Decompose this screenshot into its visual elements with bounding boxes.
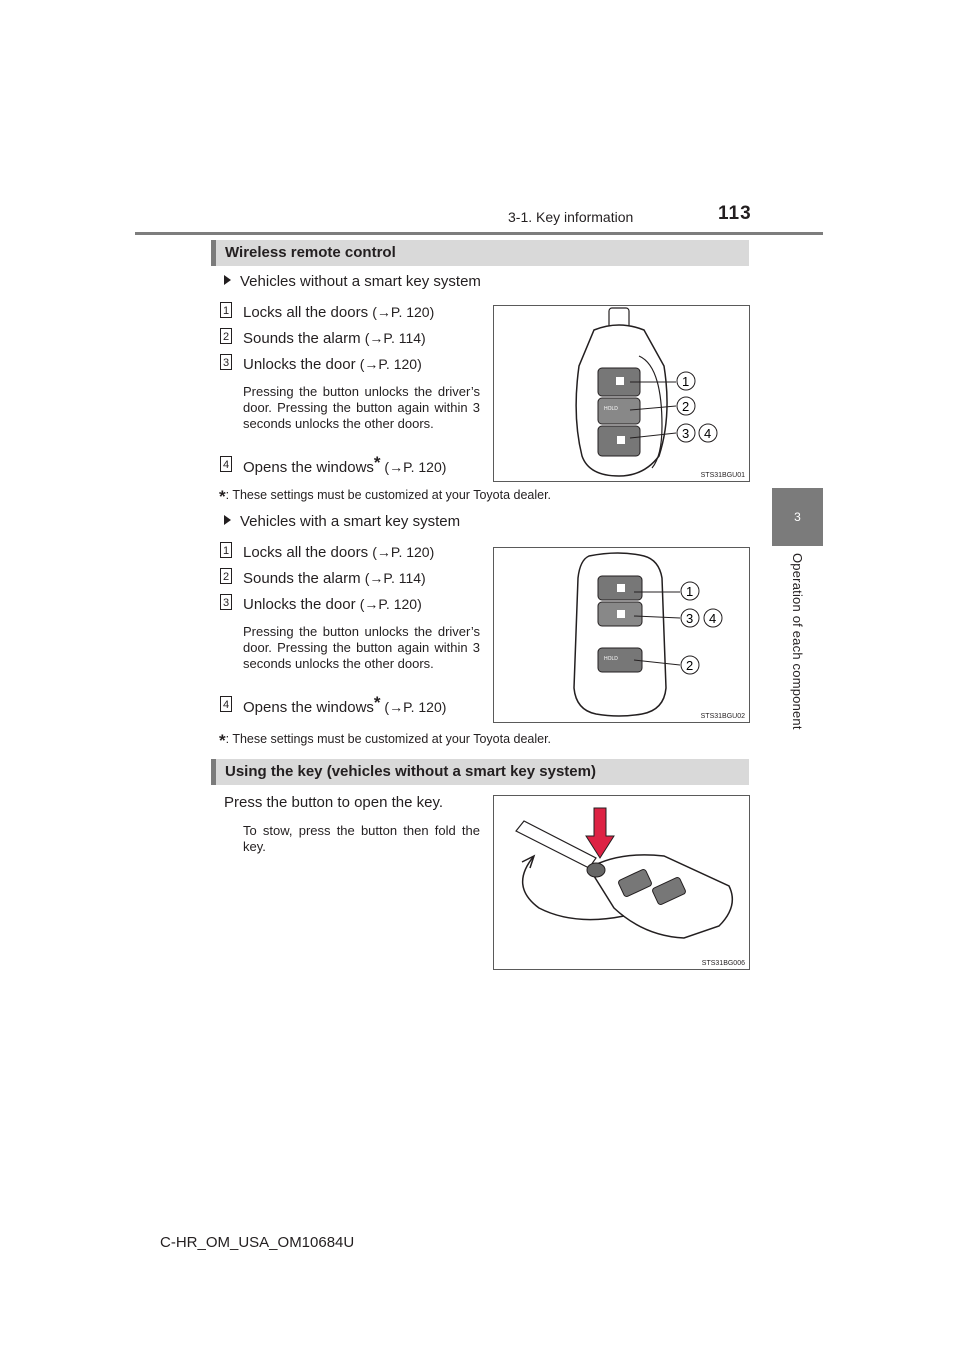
callout-3: 3	[686, 611, 694, 626]
footnote: *: These settings must be customized at your Toyota dealer.	[219, 487, 552, 506]
figure-open-key	[493, 795, 750, 970]
item-number-icon: 3	[220, 594, 232, 610]
callout-1: 1	[682, 374, 690, 389]
list-item: Opens the windows* (→P. 120)	[243, 453, 447, 476]
item-number-icon: 2	[220, 568, 232, 584]
running-header-section: 3-1. Key information	[508, 209, 634, 225]
callout-2: 2	[686, 658, 694, 673]
figure-code: STS31BGU02	[700, 713, 745, 720]
callout-4: 4	[704, 426, 712, 441]
item-number-icon: 2	[220, 328, 232, 344]
svg-text:HOLD: HOLD	[604, 406, 618, 412]
key-opening-illustration	[494, 796, 750, 970]
page-reference-link[interactable]: (→P. 120)	[380, 699, 447, 715]
list-item: Locks all the doors (→P. 120)	[243, 304, 435, 321]
page-reference-link[interactable]: (→P. 120)	[372, 304, 435, 320]
callout-1: 1	[686, 584, 694, 599]
item-number-icon: 1	[220, 302, 232, 318]
callout-3: 3	[682, 426, 690, 441]
triangle-bullet-icon	[224, 515, 231, 525]
page-reference-link[interactable]: (→P. 120)	[372, 544, 435, 560]
item-note: Pressing the button unlocks the driver’s door. Pressing the button again within 3 seconds unlocks the other doors.	[243, 384, 480, 431]
section-header-using-key	[211, 759, 749, 785]
svg-text:HOLD: HOLD	[604, 656, 618, 662]
asterisk-mark: *	[373, 453, 381, 472]
triangle-bullet-icon	[224, 275, 231, 285]
header-rule	[135, 232, 823, 235]
list-item: Unlocks the door (→P. 120)	[243, 596, 422, 613]
chapter-tab-number: 3	[772, 488, 823, 546]
list-item: Sounds the alarm (→P. 114)	[243, 570, 426, 587]
flip-key-fob-illustration	[494, 306, 750, 482]
subheading-without-smart-key: Vehicles without a smart key system	[224, 273, 481, 290]
item-note: Pressing the button unlocks the driver’s door. Pressing the button again within 3 seconds unlocks the other doors.	[243, 624, 480, 671]
figure-key-fob-flip	[493, 305, 750, 482]
section-title: Using the key (vehicles without a smart key system)	[225, 763, 596, 780]
document-code: C-HR_OM_USA_OM10684U	[160, 1234, 355, 1251]
page-reference-link[interactable]: (→P. 120)	[359, 596, 422, 612]
callout-4: 4	[709, 611, 717, 626]
item-number-icon: 1	[220, 542, 232, 558]
item-note: To stow, press the button then fold the key.	[243, 823, 480, 854]
list-item: Unlocks the door (→P. 120)	[243, 356, 422, 373]
subheading-with-smart-key: Vehicles with a smart key system	[224, 513, 460, 530]
page-reference-link[interactable]: (→P. 120)	[380, 459, 447, 475]
chapter-tab-title: Operation of each component	[790, 553, 805, 730]
item-number-icon: 4	[220, 456, 232, 472]
list-item: Opens the windows* (→P. 120)	[243, 693, 447, 716]
footnote: *: These settings must be customized at your Toyota dealer.	[219, 731, 552, 750]
callout-2: 2	[682, 399, 690, 414]
instruction-text: Press the button to open the key.	[224, 794, 444, 811]
item-number-icon: 3	[220, 354, 232, 370]
list-item: Locks all the doors (→P. 120)	[243, 544, 435, 561]
page-reference-link[interactable]: (→P. 120)	[359, 356, 422, 372]
figure-smart-key-fob	[493, 547, 750, 723]
list-item: Sounds the alarm (→P. 114)	[243, 330, 426, 347]
page-reference-link[interactable]: (→P. 114)	[364, 570, 426, 586]
item-number-icon: 4	[220, 696, 232, 712]
asterisk-mark: *	[373, 693, 381, 712]
figure-code: STS31BG006	[701, 960, 745, 967]
smart-key-fob-illustration	[494, 548, 750, 723]
section-header-wireless	[211, 240, 749, 266]
page-reference-link[interactable]: (→P. 114)	[364, 330, 426, 346]
figure-code: STS31BGU01	[700, 472, 745, 479]
section-title: Wireless remote control	[225, 244, 396, 261]
page-number: 113	[718, 203, 752, 224]
